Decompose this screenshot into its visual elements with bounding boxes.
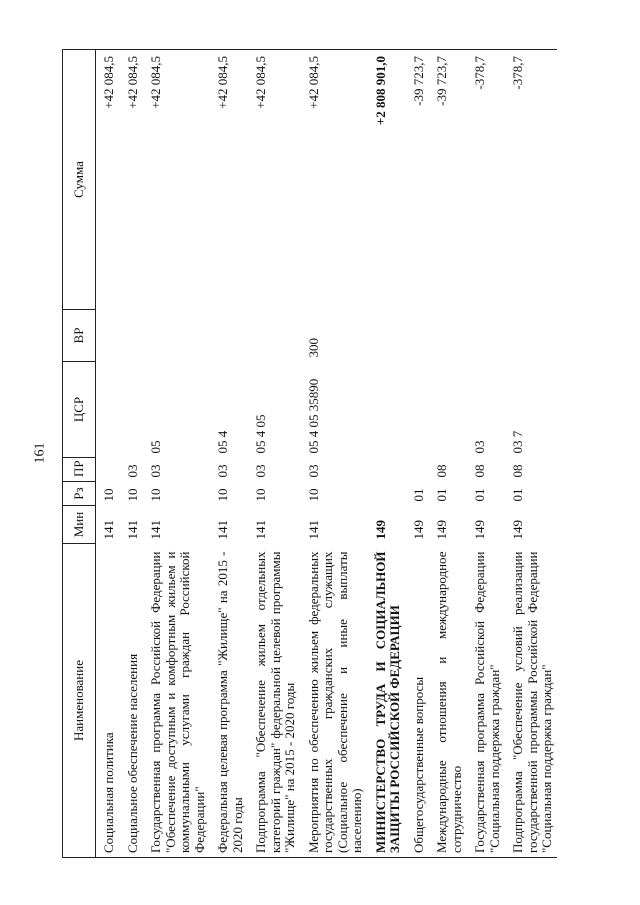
page-number-text: 161 xyxy=(32,442,47,464)
cell-sum: +42 084,5 xyxy=(101,56,116,109)
cell-vr xyxy=(367,310,405,362)
cell-sum: +2 808 901,0 xyxy=(372,56,388,126)
header-name: Наименование xyxy=(63,544,96,858)
header-min: Мин xyxy=(63,506,96,544)
cell-rz: 10 xyxy=(101,488,116,502)
cell-vr xyxy=(119,310,143,362)
cell-min: 149 xyxy=(510,520,525,540)
table-row xyxy=(209,50,247,858)
cell-name: Федеральная целевая программа "Жилище" на 2015 - 2020 годы xyxy=(215,551,245,853)
cell-csr: 03 xyxy=(472,440,487,454)
cell-sum: +42 084,5 xyxy=(148,56,163,109)
cell-csr: 03 7 xyxy=(510,430,525,454)
header-pr: ПР xyxy=(63,458,96,482)
cell-min: 149 xyxy=(372,520,388,540)
cell-csr: 05 4 05 35890 xyxy=(305,378,321,454)
cell-pr: 03 xyxy=(148,464,163,478)
cell-name: Государственная программа Российской Федерации "Социальная поддержка граждан" xyxy=(472,551,502,853)
cell-sum: -378,7 xyxy=(510,56,525,90)
cell-pr: 03 xyxy=(253,464,268,478)
cell-vr xyxy=(142,310,209,362)
cell-rz: 10 xyxy=(215,488,230,502)
cell-rz: 10 xyxy=(148,488,163,502)
cell-csr xyxy=(405,362,429,458)
cell-vr xyxy=(247,310,300,362)
cell-rz: 01 xyxy=(472,488,487,502)
table-row xyxy=(504,50,557,858)
cell-csr: 05 4 xyxy=(215,430,230,454)
cell-csr: 05 4 05 xyxy=(253,414,268,454)
cell-min: 149 xyxy=(410,520,426,540)
cell-pr: 08 xyxy=(510,464,525,478)
cell-min: 141 xyxy=(148,520,163,540)
cell-name: Мероприятия по обеспечению жильем федеральных государственных гражданских служащих (Социальное обеспечение и иные выплаты населению) xyxy=(305,551,364,853)
cell-name: Общегосударственные вопросы xyxy=(410,676,426,853)
budget-table xyxy=(62,49,557,858)
cell-rz: 01 xyxy=(410,488,426,502)
table-row xyxy=(142,50,209,858)
cell-name: Подпрограмма "Обеспечение жильем отдельных категорий граждан" федеральной целевой программы "Жилище" на 2015 - 2020 годы xyxy=(253,551,297,853)
cell-pr: 03 xyxy=(305,464,321,478)
cell-min: 141 xyxy=(101,520,116,540)
cell-csr xyxy=(96,362,119,458)
cell-name: Государственная программа Российской Федерации "Обеспечение доступным и комфортным жильем и коммунальными услугами граждан Российской Федерации" xyxy=(148,551,207,853)
cell-name: Подпрограмма "Обеспечение условий реализации государственной программы Российской Федерации "Социальная поддержка граждан" xyxy=(510,551,554,853)
table-row xyxy=(300,50,367,858)
cell-name: Социальное обеспечение населения xyxy=(124,653,140,853)
cell-sum: +42 084,5 xyxy=(215,56,230,109)
cell-vr xyxy=(504,310,557,362)
cell-csr xyxy=(367,362,405,458)
cell-sum: -39 723,7 xyxy=(434,56,449,106)
cell-sum: -378,7 xyxy=(472,56,487,90)
table-row xyxy=(405,50,429,858)
cell-pr: 08 xyxy=(434,464,449,478)
cell-name: Международные отношения и международное сотрудничество xyxy=(434,551,464,853)
cell-vr xyxy=(428,310,466,362)
cell-min: 141 xyxy=(124,520,140,540)
cell-rz: 01 xyxy=(434,488,449,502)
cell-csr: 05 xyxy=(148,440,163,454)
cell-vr xyxy=(405,310,429,362)
cell-min: 149 xyxy=(434,520,449,540)
table-row xyxy=(247,50,300,858)
header-rz: Рз xyxy=(63,482,96,506)
cell-vr: 300 xyxy=(305,338,321,358)
cell-rz: 10 xyxy=(305,488,321,502)
budget-table-container xyxy=(62,50,606,858)
table-header-row xyxy=(63,50,96,858)
cell-csr xyxy=(119,362,143,458)
cell-min: 149 xyxy=(472,520,487,540)
cell-name: МИНИСТЕРСТВО ТРУДА И СОЦИАЛЬНОЙ ЗАЩИТЫ РОССИЙСКОЙ ФЕДЕРАЦИИ xyxy=(372,551,402,853)
table-row xyxy=(367,50,405,858)
cell-vr xyxy=(96,310,119,362)
table-body xyxy=(96,50,557,858)
cell-vr xyxy=(209,310,247,362)
cell-sum: +42 084,5 xyxy=(124,56,140,109)
cell-vr xyxy=(466,310,504,362)
cell-pr: 03 xyxy=(124,464,140,478)
table-row xyxy=(119,50,143,858)
cell-min: 141 xyxy=(253,520,268,540)
cell-csr xyxy=(428,362,466,458)
cell-pr xyxy=(367,458,405,482)
header-vr: ВР xyxy=(63,310,96,362)
cell-min: 141 xyxy=(215,520,230,540)
cell-pr xyxy=(96,458,119,482)
cell-pr xyxy=(405,458,429,482)
header-sum: Сумма xyxy=(63,50,96,310)
cell-rz: 10 xyxy=(253,488,268,502)
cell-pr: 03 xyxy=(215,464,230,478)
table-row xyxy=(466,50,504,858)
cell-sum: -39 723,7 xyxy=(410,56,426,106)
cell-rz: 01 xyxy=(510,488,525,502)
table-row xyxy=(96,50,119,858)
page-number xyxy=(28,438,52,468)
cell-rz: 10 xyxy=(124,488,140,502)
cell-pr: 08 xyxy=(472,464,487,478)
cell-name: Социальная политика xyxy=(101,732,116,853)
table-row xyxy=(428,50,466,858)
cell-min: 141 xyxy=(305,520,321,540)
cell-rz xyxy=(367,482,405,506)
cell-sum: +42 084,5 xyxy=(305,56,321,109)
cell-sum: +42 084,5 xyxy=(253,56,268,109)
header-csr: ЦСР xyxy=(63,362,96,458)
